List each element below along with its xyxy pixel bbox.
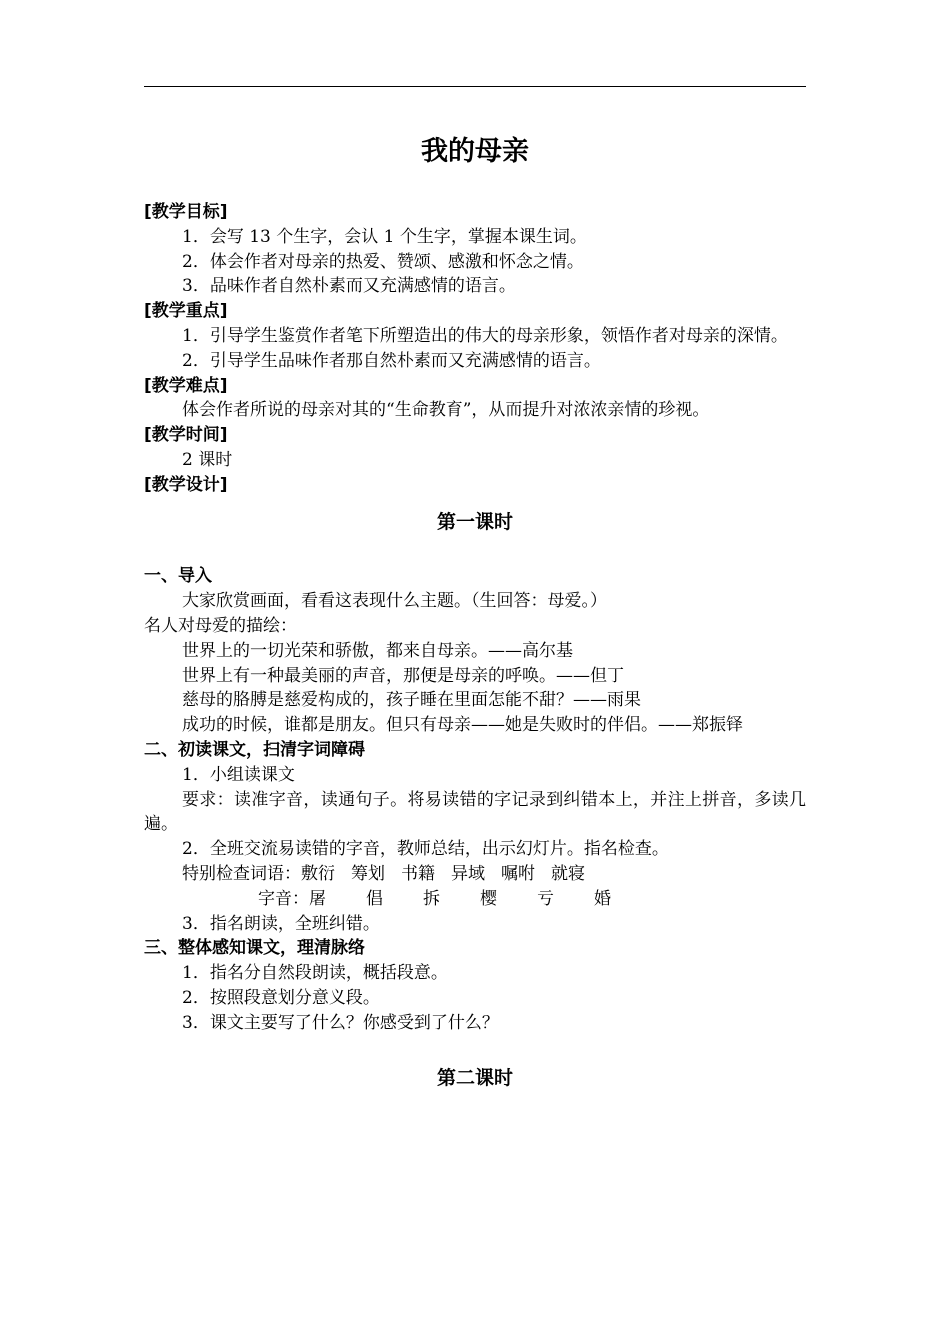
quotes-heading: 名人对母爱的描绘： xyxy=(144,615,297,636)
document-title: 我的母亲 xyxy=(421,136,529,167)
check-chars-row xyxy=(144,887,806,912)
check-char: 屠 xyxy=(309,888,326,909)
focus-item: 2．引导学生品味作者那自然朴素而又充满感情的语言。 xyxy=(182,350,601,371)
quote-item: 世界上的一切光荣和骄傲，都来自母亲。——高尔基 xyxy=(182,640,573,661)
check-char: 樱 xyxy=(480,888,497,909)
check-chars-label: 字音： xyxy=(258,888,309,909)
check-word: 异域 xyxy=(451,863,485,884)
goal-item: 3．品味作者自然朴素而又充满感情的语言。 xyxy=(182,276,516,297)
check-words-row xyxy=(144,862,806,887)
document-body xyxy=(144,200,806,1090)
goals-heading: [教学目标] xyxy=(144,202,228,222)
check-char: 亏 xyxy=(537,888,554,909)
focus-item: 1．引导学生鉴赏作者笔下所塑造出的伟大的母亲形象，领悟作者对母亲的深情。 xyxy=(182,325,788,346)
part3-item: 1．指名分自然段朗读，概括段意。 xyxy=(182,963,448,984)
part2-item: 2．全班交流易读错的字音，教师总结，出示幻灯片。指名检查。 xyxy=(182,839,669,860)
part2-heading: 二、初读课文，扫清字词障碍 xyxy=(144,739,365,760)
difficulty-heading: [教学难点] xyxy=(144,375,228,396)
part3-heading: 三、整体感知课文，理清脉络 xyxy=(144,938,365,959)
focus-heading: [教学重点] xyxy=(144,301,228,322)
quote-item: 成功的时候，谁都是朋友。但只有母亲——她是失败时的伴侣。——郑振铎 xyxy=(182,715,743,736)
quote-item: 世界上有一种最美丽的声音，那便是母亲的呼唤。——但丁 xyxy=(182,665,624,686)
check-word: 嘱咐 xyxy=(501,863,535,884)
goal-item: 2．体会作者对母亲的热爱、赞颂、感激和怀念之情。 xyxy=(182,251,584,272)
time-heading: [教学时间] xyxy=(144,425,228,446)
time-text: 2 课时 xyxy=(182,449,233,470)
goal-item: 1．会写 13 个生字，会认 1 个生字，掌握本课生词。 xyxy=(182,226,587,247)
difficulty-text: 体会作者所说的母亲对其的“生命教育”，从而提升对浓浓亲情的珍视。 xyxy=(182,400,710,421)
part2-item: 要求：读准字音，读通句子。将易读错的字记录到纠错本上，并注上拼音，多读几遍。 xyxy=(144,789,806,835)
check-char: 倡 xyxy=(366,888,383,909)
check-word: 敷衍 xyxy=(301,863,335,884)
check-word: 筹划 xyxy=(351,863,385,884)
check-char: 拆 xyxy=(423,888,440,909)
part2-item: 1．小组读课文 xyxy=(182,764,295,785)
part1-intro: 大家欣赏画面，看看这表现什么主题。（生回答：母爱。） xyxy=(182,591,607,612)
check-words-label: 特别检查词语： xyxy=(182,863,301,884)
quote-item: 慈母的胳膊是慈爱构成的，孩子睡在里面怎能不甜？——雨果 xyxy=(182,690,641,711)
part3-item: 3．课文主要写了什么？你感受到了什么？ xyxy=(182,1012,499,1033)
check-word: 书籍 xyxy=(401,863,435,884)
part1-heading: 一、导入 xyxy=(144,566,212,587)
part3-item: 2．按照段意划分意义段。 xyxy=(182,987,380,1008)
header-rule xyxy=(144,86,806,87)
part2-item: 3．指名朗读，全班纠错。 xyxy=(182,913,380,934)
design-heading: [教学设计] xyxy=(144,474,228,495)
check-word: 就寝 xyxy=(551,863,585,884)
check-char: 婚 xyxy=(594,888,611,909)
lesson2-heading: 第二课时 xyxy=(436,1066,513,1089)
lesson1-heading: 第一课时 xyxy=(436,510,513,533)
